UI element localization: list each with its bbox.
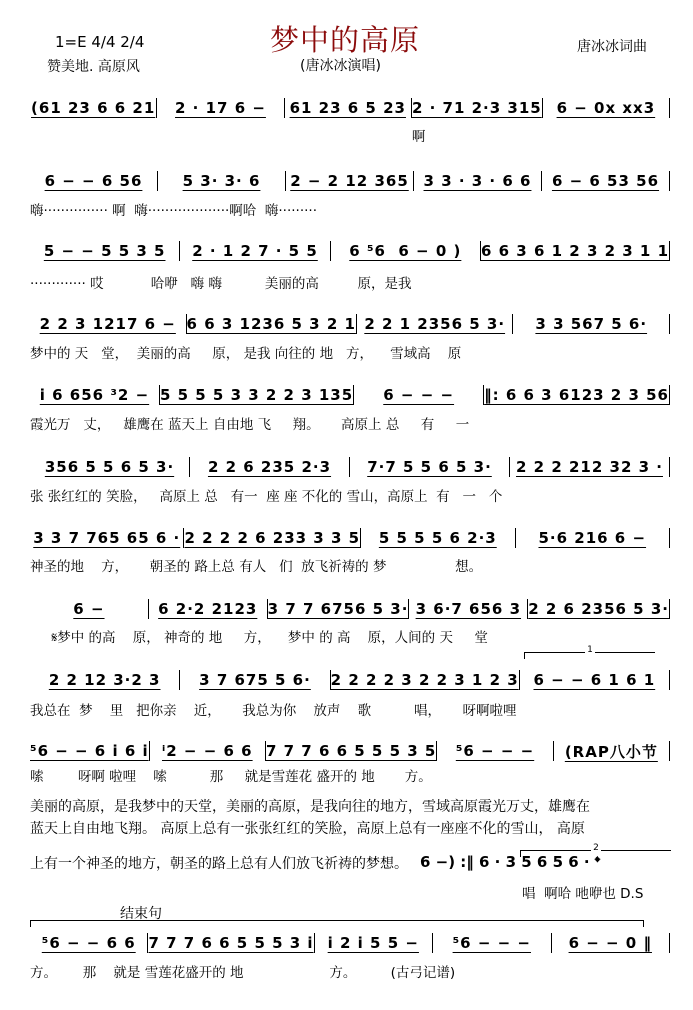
measure: 3 3 · 3 · 6 6	[423, 172, 532, 190]
measure: 5 5 5 5 6 2·3	[378, 529, 497, 547]
measure: (61 23 6 6 21	[31, 99, 156, 117]
lyrics-row: 𝄋梦中 的高 原， 神奇的 地 方， 梦中 的 高 原，人间的 天 堂	[30, 630, 488, 646]
measure: 7 7 7 6 6 5 5 5 3 5	[265, 742, 437, 760]
barline	[669, 171, 670, 191]
lyrics-row: 神圣的地 方， 朝圣的 路上总 有人 们 放飞祈祷的 梦 想。	[30, 559, 483, 575]
volta-1	[524, 645, 655, 659]
ending-bracket	[30, 920, 644, 927]
rap-line-1: 美丽的高原，是我梦中的天堂，美丽的高原，是我向往的地方，雪域高原霞光万丈，雄鹰在	[30, 799, 590, 815]
barline	[669, 599, 670, 619]
measure: 6 ⁵6 6 − 0 )	[349, 242, 462, 260]
barline	[669, 457, 670, 477]
measure: ⁵6 − − 6 6	[41, 934, 136, 952]
measure: 3 7 7 6756 5 3·	[267, 600, 409, 618]
measure: 3 3 7 765 65 6 ·	[33, 529, 181, 547]
measure: 6 − 0x xx3	[556, 99, 656, 117]
notation-row	[30, 384, 670, 406]
lyrics-row: 我总在 梦 里 把你亲 近， 我总为你 放声 歌 唱， 呀啊啦哩	[30, 703, 517, 719]
measure: 2 − 2 12 365	[290, 172, 409, 190]
measure: ‖: 6 6 3 6123 2 3 56	[484, 386, 669, 404]
notation-row	[30, 598, 670, 620]
measure: 3 3 567 5 6·	[535, 315, 648, 333]
volta-2	[520, 843, 671, 857]
measure: 7·7 5 5 6 5 3·	[367, 458, 492, 476]
measure: 6 −	[73, 600, 105, 618]
notation-row	[30, 527, 670, 549]
lyrics-row: 嗨··············· 啊 嗨···················啊哈 嗨·········	[30, 203, 317, 219]
lyrics-row: 方。 那 就是 雪莲花盛开的 地 方。 (古弓记谱)	[30, 965, 456, 981]
author: 唐冰冰词曲	[577, 39, 647, 55]
barline	[669, 314, 670, 334]
song-title: 梦中的高原	[270, 23, 421, 57]
measure: ⁵6 − − −	[452, 934, 531, 952]
measure: 2 2 6 2356 5 3·	[528, 600, 669, 618]
ending-label: 结束句	[120, 906, 162, 922]
lyrics-row: 张 张红红的 笑脸， 高原上 总 有一 座 座 不化的 雪山，高原上 有 一 个	[30, 489, 503, 505]
measure: i 2 i 5 5 −	[327, 934, 419, 952]
notation-row	[30, 669, 670, 691]
measure: 6 2·2 2123	[158, 600, 258, 618]
measure: 2 2 1 2356 5 3·	[364, 315, 506, 333]
notation-row	[30, 456, 670, 478]
notation-row	[30, 97, 670, 119]
measure: 6 6 3 6 1 2 3 2 3 1 1	[480, 242, 670, 260]
barline	[669, 933, 670, 953]
volta-1-label: 1	[587, 645, 593, 655]
measure: i 6 656 ³2 −	[39, 386, 150, 404]
measure: 2 2 6 235 2·3	[207, 458, 332, 476]
measure: 2 · 1 2 7 · 5 5	[192, 242, 318, 260]
lyrics-row: 霞光万 丈， 雄鹰在 蓝天上 自由地 飞 翔。 高原上 总 有 一	[30, 417, 470, 433]
barline	[669, 98, 670, 118]
lyrics-row: 啊	[30, 129, 426, 145]
lyrics-row: 嗦 呀啊 啦哩 嗦 那 就是雪莲花 盛开的 地 方。	[30, 769, 432, 785]
rap-notes: 6 −) :‖ 6 · 3 5 6 5 6 · 𝄌	[420, 853, 600, 871]
measure: 5·6 216 6 −	[538, 529, 647, 547]
measure: 3 7 675 5 6·	[199, 671, 311, 689]
measure: 6 − 6 53 56	[551, 172, 660, 190]
notation-row	[30, 740, 670, 762]
rap-line-3: 上有一个神圣的地方，朝圣的路上总有人们放飞祈祷的梦想。	[30, 856, 408, 872]
measure: 5 5 5 5 3 3 2 2 3 135	[159, 386, 354, 404]
volta-2-label: 2	[593, 843, 599, 853]
barline	[669, 385, 670, 405]
measure: 5 3· 3· 6	[182, 172, 261, 190]
notation-row	[30, 313, 670, 335]
measure: 2 2 2 212 32 3 ·	[516, 458, 663, 476]
measure: 6 − − 6 1 6 1	[533, 671, 656, 689]
rap-line-2: 蓝天上自由地飞翔。 高原上总有一张张红红的笑脸，高原上总有一座座不化的雪山， 高原	[30, 821, 585, 837]
notation-row	[30, 170, 670, 192]
measure: 3 6·7 656 3	[415, 600, 522, 618]
measure: 356 5 5 6 5 3·	[44, 458, 175, 476]
rap-lyrics: 唱 啊哈 吔咿也 D.S	[522, 886, 644, 902]
measure: 6 − − 0 ‖	[568, 934, 652, 952]
lyrics-row: 梦中的 天 堂， 美丽的高 原， 是我 向往的 地 方， 雪域高 原	[30, 346, 462, 362]
measure: 7 7 7 6 6 5 5 5 3 i	[148, 934, 314, 952]
notation-row	[30, 240, 670, 262]
singer: (唐冰冰演唱)	[300, 58, 381, 74]
lyrics-row: ············· 哎 哈咿 嗨 嗨 美丽的高 原，是我	[30, 276, 412, 292]
song-style: 赞美地. 高原风	[47, 59, 140, 75]
barline	[669, 670, 670, 690]
measure: 2 · 17 6 −	[175, 99, 266, 117]
measure: 6 − − 6 56	[44, 172, 143, 190]
measure: 2 2 12 3·2 3	[48, 671, 161, 689]
measure: 2 2 2 2 3 2 2 3 1 2 3	[330, 671, 519, 689]
measure: ⁵6 − − 6 i 6 i	[30, 742, 149, 760]
measure: 2 · 71 2·3 315	[411, 99, 542, 117]
measure: (RAP八小节	[564, 742, 658, 761]
measure: 6 − − −	[383, 386, 455, 404]
measure: ⁱ2 − − 6 6	[161, 742, 253, 760]
barline	[669, 741, 670, 761]
measure: 2 2 2 2 6 233 3 3 5	[184, 529, 361, 547]
barline	[669, 528, 670, 548]
measure: ⁵6 − − −	[455, 742, 535, 760]
barline	[669, 241, 670, 261]
measure: 6 6 3 1236 5 3 2 1	[186, 315, 356, 333]
measure: 2 2 3 1217 6 −	[39, 315, 176, 333]
measure: 61 23 6 5 23	[289, 99, 406, 117]
measure: 5 − − 5 5 3 5	[43, 242, 166, 260]
notation-row	[30, 932, 670, 954]
key-signature: 1=E 4/4 2/4	[55, 33, 145, 51]
